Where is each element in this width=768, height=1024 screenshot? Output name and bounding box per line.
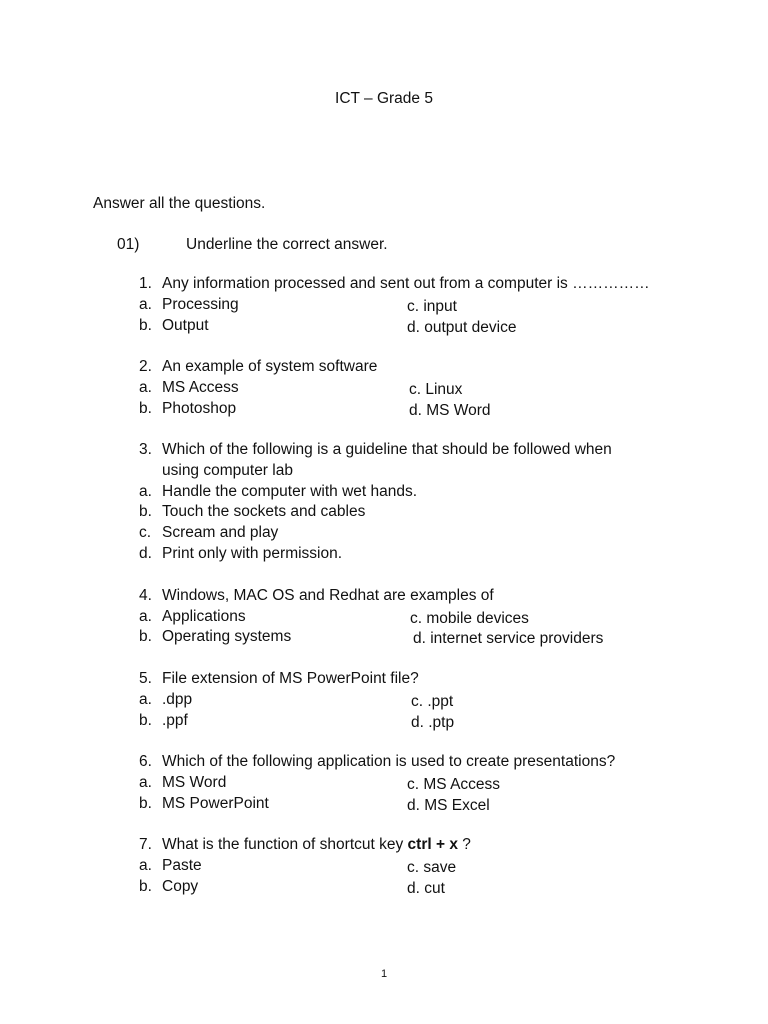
question-text: Which of the following is a guideline that should be followed when — [162, 441, 612, 458]
option-letter: b. — [139, 628, 152, 645]
question-text: Any information processed and sent out from a computer is …………… — [162, 275, 650, 292]
question-text: File extension of MS PowerPoint file? — [162, 670, 419, 687]
option-b: Copy — [162, 878, 199, 895]
section-instruction: Underline the correct answer. — [186, 236, 388, 253]
option-a: MS Word — [162, 774, 227, 791]
section-number: 01) — [117, 236, 140, 253]
page-title: ICT – Grade 5 — [335, 90, 433, 107]
option-letter: a. — [139, 691, 152, 708]
option-letter: b. — [139, 878, 152, 895]
option-a: MS Access — [162, 379, 239, 396]
option-letter: a. — [139, 857, 152, 874]
option-c: c. .ppt — [411, 693, 454, 710]
option-a: Applications — [162, 608, 246, 625]
option-b: .ppf — [162, 712, 188, 729]
question-number: 4. — [139, 587, 152, 604]
question-number: 5. — [139, 670, 152, 687]
question-text: Which of the following application is used to create presentations? — [162, 753, 616, 770]
question-text — [162, 836, 471, 854]
question-number: 2. — [139, 358, 152, 375]
question-text-continued: using computer lab — [162, 462, 293, 479]
option-c: c. Linux — [409, 381, 463, 398]
option-letter: b. — [139, 400, 152, 417]
shortcut-key: ctrl + x — [407, 836, 458, 853]
question-number: 6. — [139, 753, 152, 770]
option-d: d. output device — [407, 319, 517, 336]
question-number: 3. — [139, 441, 152, 458]
option-letter: b. — [139, 503, 152, 520]
option-d: d. MS Excel — [407, 797, 490, 814]
option-c: c. save — [407, 859, 457, 876]
option-c: c. mobile devices — [410, 610, 529, 627]
question-number: 1. — [139, 275, 152, 292]
option-a: .dpp — [162, 691, 193, 708]
option-letter: a. — [139, 608, 152, 625]
option-b: Photoshop — [162, 400, 237, 417]
general-instruction: Answer all the questions. — [93, 195, 266, 212]
option-c: Scream and play — [162, 524, 279, 541]
question-text-end: ? — [457, 836, 471, 853]
option-d: d. cut — [407, 880, 445, 897]
option-letter: a. — [139, 296, 152, 313]
page-number: 1 — [380, 968, 388, 980]
option-a: Handle the computer with wet hands. — [162, 483, 418, 500]
option-b: Touch the sockets and cables — [162, 503, 366, 520]
option-b: Output — [162, 317, 209, 334]
option-letter: a. — [139, 483, 152, 500]
option-letter: c. — [139, 524, 152, 541]
option-a: Processing — [162, 296, 239, 313]
option-c: c. MS Access — [407, 776, 501, 793]
question-text-start: What is the function of shortcut key — [162, 836, 408, 853]
option-letter: b. — [139, 712, 152, 729]
option-a: Paste — [162, 857, 202, 874]
option-c: c. input — [407, 298, 457, 315]
option-letter: a. — [139, 774, 152, 791]
option-d: d. .ptp — [411, 714, 455, 731]
question-text: Windows, MAC OS and Redhat are examples of — [162, 587, 494, 604]
option-d: d. internet service providers — [413, 630, 604, 647]
option-d: d. MS Word — [409, 402, 491, 419]
option-b: Operating systems — [162, 628, 292, 645]
option-letter: b. — [139, 795, 152, 812]
option-letter: b. — [139, 317, 152, 334]
option-d: Print only with permission. — [162, 545, 343, 562]
option-b: MS PowerPoint — [162, 795, 269, 812]
question-text: An example of system software — [162, 358, 378, 375]
question-number: 7. — [139, 836, 152, 853]
option-letter: a. — [139, 379, 152, 396]
option-letter: d. — [139, 545, 152, 562]
